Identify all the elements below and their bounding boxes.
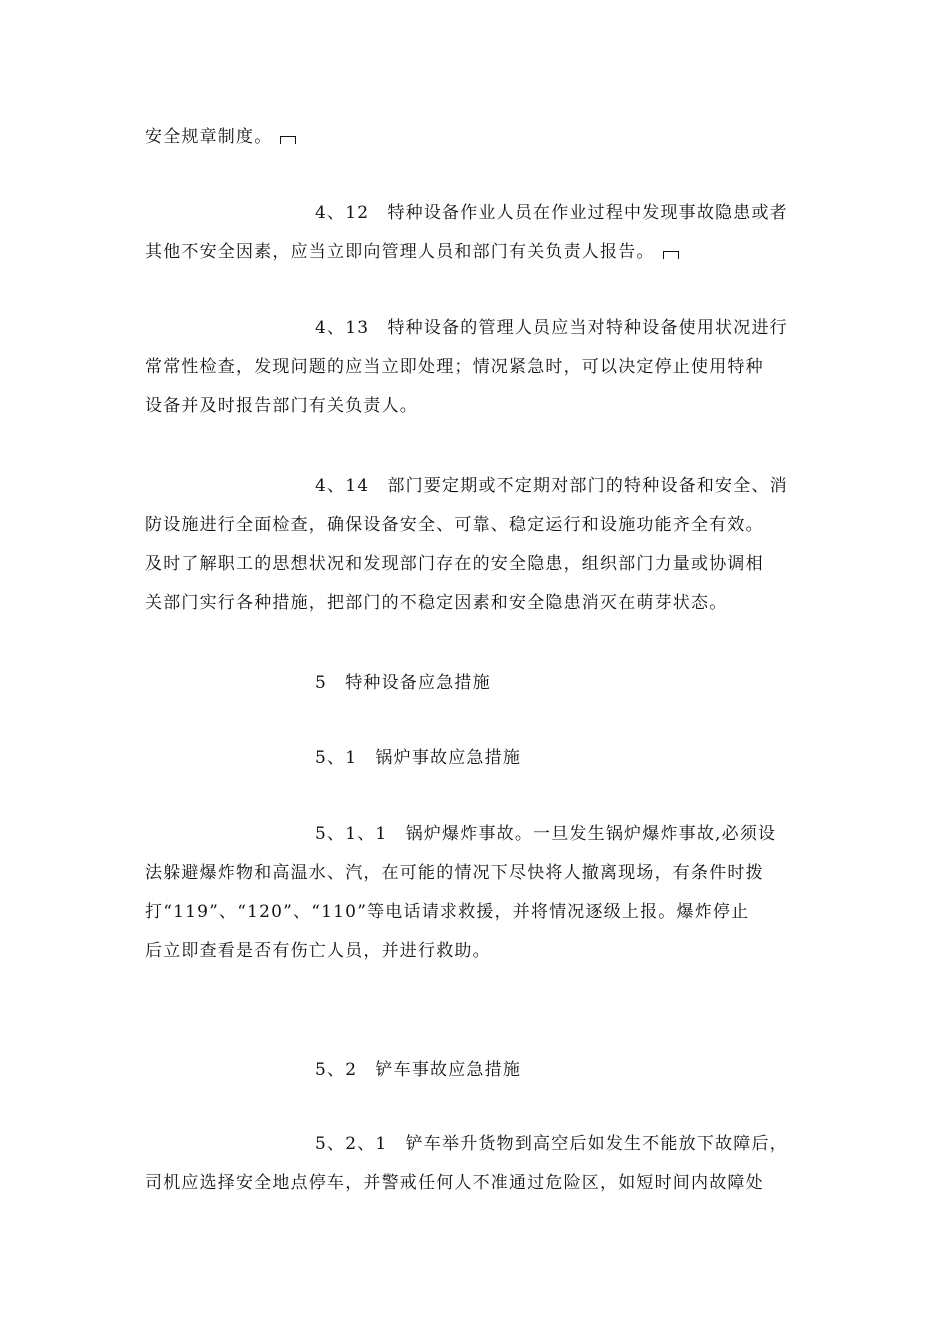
paragraph-5-2-1 [145, 1125, 810, 1203]
paragraph-4-12 [145, 194, 810, 272]
text-line: 司机应选择安全地点停车，并警戒任何人不准通过危险区，如短时间内故障处 [145, 1173, 764, 1193]
text-line: 4、13 特种设备的管理人员应当对特种设备使用状况进行 [315, 318, 788, 338]
paragraph-safety-rules-end [145, 118, 810, 157]
text-line: 常常性检查，发现问题的应当立即处理；情况紧急时，可以决定停止使用特种 [145, 357, 764, 377]
text-line [145, 118, 810, 157]
text-line: 防设施进行全面检查，确保设备安全、可靠、稳定运行和设施功能齐全有效。 [145, 515, 764, 535]
text-line: 4、12 特种设备作业人员在作业过程中发现事故隐患或者 [315, 203, 788, 223]
text-line: 设备并及时报告部门有关负责人。 [145, 396, 418, 416]
text-line: 后立即查看是否有伤亡人员，并进行救助。 [145, 941, 491, 961]
heading-5-1 [145, 739, 810, 778]
return-mark-icon [280, 136, 296, 144]
text-line: 5、2 铲车事故应急措施 [315, 1060, 522, 1080]
heading-5-2 [145, 1051, 810, 1090]
text-line: 5、2、1 铲车举升货物到高空后如发生不能放下故障后， [315, 1134, 788, 1154]
paragraph-5-1-1 [145, 815, 810, 971]
text-line: 5、1 锅炉事故应急措施 [315, 748, 522, 768]
text-line: 法躲避爆炸物和高温水、汽，在可能的情况下尽快将人撤离现场，有条件时拨 [145, 863, 764, 883]
text-line: 5、1、1 锅炉爆炸事故。一旦发生锅炉爆炸事故,必须设 [315, 824, 777, 844]
paragraph-4-13 [145, 309, 810, 426]
text-line: 及时了解职工的思想状况和发现部门存在的安全隐患，组织部门力量或协调相 [145, 554, 764, 574]
text-span: 安全规章制度。 [145, 127, 273, 147]
text-span: 其他不安全因素，应当立即向管理人员和部门有关负责人报告。 [145, 242, 655, 262]
text-line: 5 特种设备应急措施 [315, 673, 491, 693]
text-line: 打“119”、“120”、“110”等电话请求救援，并将情况逐级上报。爆炸停止 [145, 902, 750, 922]
text-line: 4、14 部门要定期或不定期对部门的特种设备和安全、消 [315, 476, 788, 496]
paragraph-4-14 [145, 467, 810, 623]
return-mark-icon [663, 251, 679, 259]
heading-5 [145, 664, 810, 703]
text-line: 关部门实行各种措施，把部门的不稳定因素和安全隐患消灭在萌芽状态。 [145, 593, 728, 613]
text-line [145, 233, 810, 272]
